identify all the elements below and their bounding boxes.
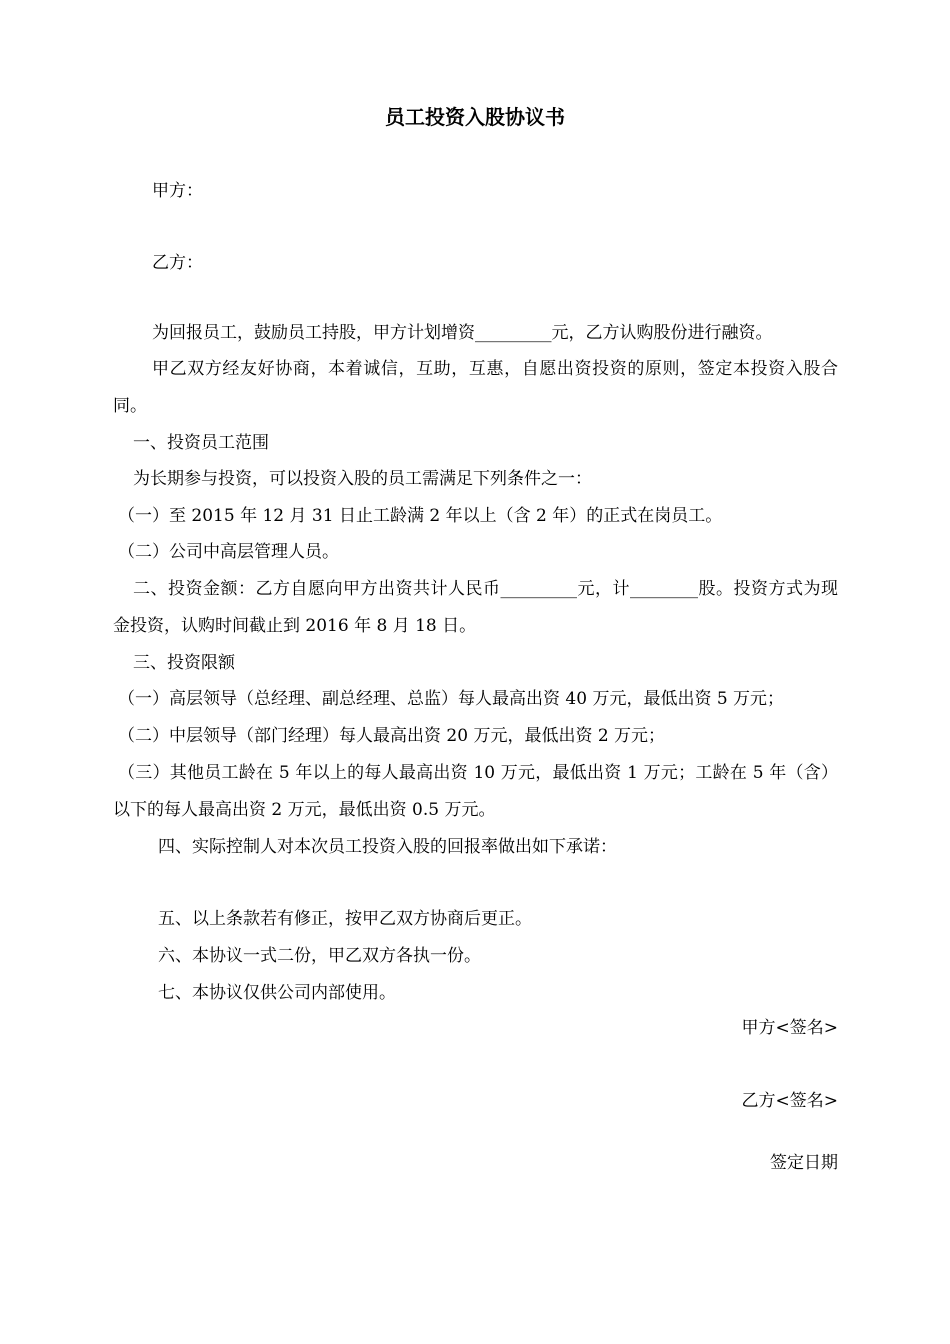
section-3-item-2: （二）中层领导（部门经理）每人最高出资 20 万元，最低出资 2 万元；: [118, 726, 666, 746]
party-a-label: 甲方：: [152, 181, 203, 201]
section-2-text: 二、投资金额：乙方自愿向甲方出资共计人民币_________元，计________股。投资方式为现金投资，认购时间截止到 2016 年 8 月 18 日。: [113, 579, 838, 636]
section-3-item-1: （一）高层领导（总经理、副总经理、总监）每人最高出资 40 万元，最低出资 5 万元；: [118, 689, 785, 709]
party-a-signature: 甲方<签名>: [741, 1018, 838, 1038]
section-1-item-1: （一）至 2015 年 12 月 31 日止工龄满 2 年以上（含 2 年）的正式在岗员工。: [118, 506, 723, 526]
section-4-text: 四、实际控制人对本次员工投资入股的回报率做出如下承诺：: [158, 837, 617, 857]
section-1-text: 为长期参与投资，可以投资入股的员工需满足下列条件之一：: [133, 469, 592, 489]
section-1-item-2: （二）公司中高层管理人员。: [118, 542, 339, 562]
section-7-text: 七、本协议仅供公司内部使用。: [158, 983, 396, 1003]
signing-date: 签定日期: [770, 1153, 838, 1173]
section-6-text: 六、本协议一式二份，甲乙双方各执一份。: [158, 946, 481, 966]
section-5-text: 五、以上条款若有修正，按甲乙双方协商后更正。: [158, 909, 532, 929]
party-b-signature: 乙方<签名>: [741, 1091, 838, 1111]
document-title: 员工投资入股协议书: [385, 105, 565, 129]
section-3-heading: 三、投资限额: [133, 653, 235, 673]
section-1-heading: 一、投资员工范围: [133, 433, 269, 453]
section-3-item-3: （三）其他员工龄在 5 年以上的每人最高出资 10 万元，最低出资 1 万元；工龄在 5 年（含）以下的每人最高出资 2 万元，最低出资 0.5 万元。: [113, 763, 838, 820]
intro-paragraph-1: 为回报员工，鼓励员工持股，甲方计划增资_________元，乙方认购股份进行融资。: [152, 323, 773, 343]
intro-paragraph-2: 甲乙双方经友好协商，本着诚信，互助，互惠，自愿出资投资的原则，签定本投资入股合同。: [113, 359, 838, 416]
party-b-label: 乙方：: [152, 253, 203, 273]
